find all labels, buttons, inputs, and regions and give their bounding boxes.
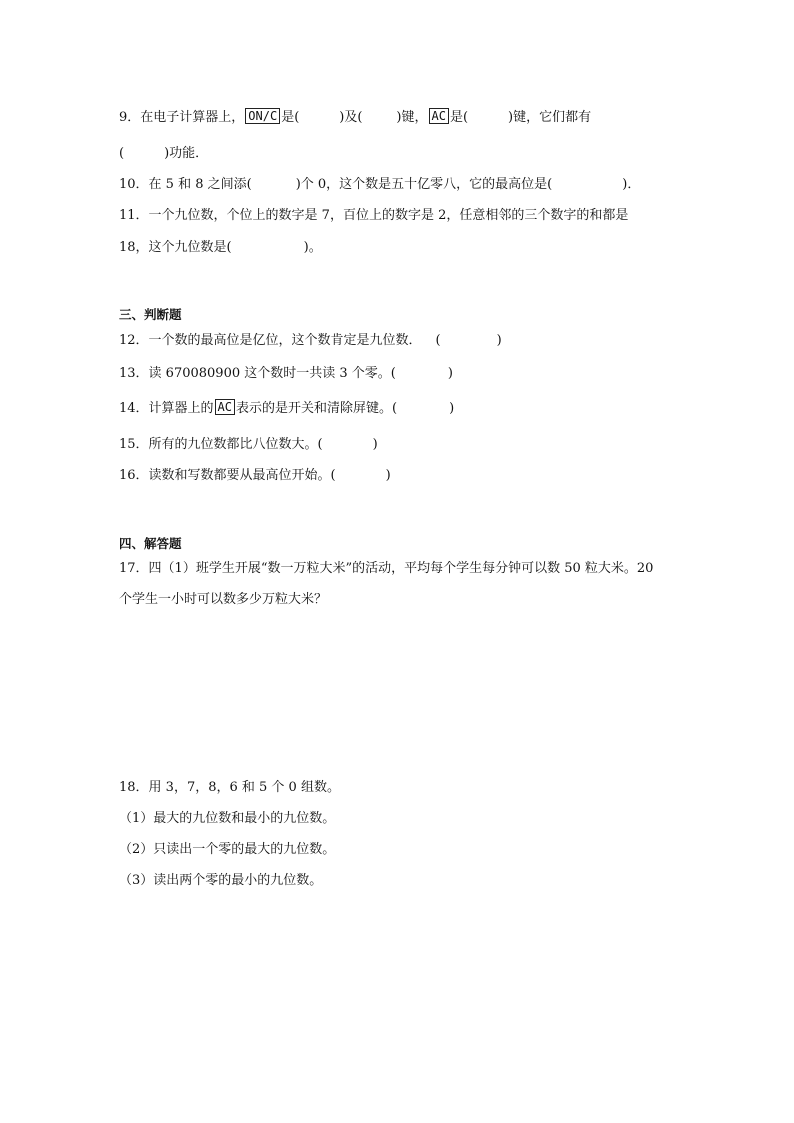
q10-text-2: )个 0，这个数是五十亿零八，它的最高位是( xyxy=(295,177,553,192)
q13-text: 13．读 670080900 这个数时一共读 3 个零。( xyxy=(119,366,396,381)
question-12 xyxy=(119,332,502,350)
q14-close-paren: ) xyxy=(449,401,455,416)
q17-text-2: 个学生一小时可以数多少万粒大米？ xyxy=(119,592,328,607)
question-13 xyxy=(119,365,453,383)
q10-text-3: )． xyxy=(622,177,641,192)
ac-key-box: AC xyxy=(429,108,449,124)
question-18 xyxy=(119,779,340,797)
question-14 xyxy=(119,399,454,418)
q14-text-1: 14．计算器上的 xyxy=(119,401,214,416)
q11-text-3: )。 xyxy=(303,240,322,255)
ac-key-box: AC xyxy=(215,399,235,415)
q12-close-paren: ) xyxy=(496,333,502,348)
question-16 xyxy=(119,467,391,485)
q9-text-5: 是( xyxy=(449,110,469,125)
q9-text-4: )键， xyxy=(396,110,428,125)
question-17-line-2 xyxy=(119,591,327,609)
question-9-line-2 xyxy=(119,145,208,163)
q11-text-1: 11．一个九位数，个位上的数字是 7，百位上的数字是 2，任意相邻的三个数字的和都是 xyxy=(119,208,629,223)
q18-sub-2-text: （2）只读出一个零的最大的九位数。 xyxy=(119,842,336,857)
q15-text: 15．所有的九位数都比八位数大。( xyxy=(119,437,323,452)
q9-text-3: )及( xyxy=(339,110,363,125)
q9-text-8: )功能． xyxy=(164,146,209,161)
question-18-sub-3 xyxy=(119,872,322,890)
q18-sub-3-text: （3）读出两个零的最小的九位数。 xyxy=(119,873,323,888)
q9-text-6: )键，它们都有 xyxy=(508,110,592,125)
question-11-line-2 xyxy=(119,239,322,257)
q12-text: 12．一个数的最高位是亿位，这个数肯定是九位数． xyxy=(119,333,422,348)
q18-text: 18．用 3，7，8，6 和 5 个 0 组数。 xyxy=(119,780,340,795)
q17-text-1: 17．四（1）班学生开展“数一万粒大米”的活动，平均每个学生每分钟可以数 50 粒大米。20 xyxy=(119,561,654,576)
q16-text: 16．读数和写数都要从最高位开始。( xyxy=(119,468,336,483)
q13-close-paren: ) xyxy=(447,366,453,381)
q9-text-2: 是( xyxy=(281,110,300,125)
q15-close-paren: ) xyxy=(372,437,378,452)
q9-text-7: ( xyxy=(119,146,125,161)
question-18-sub-1 xyxy=(119,810,335,828)
question-15 xyxy=(119,436,378,454)
question-10 xyxy=(119,176,640,194)
question-9-line-1 xyxy=(119,108,591,127)
section-heading-answer: 四、解答题 xyxy=(119,536,182,551)
q9-text-1: 9．在电子计算器上， xyxy=(119,110,245,125)
question-17-line-1 xyxy=(119,560,653,578)
q16-close-paren: ) xyxy=(385,468,391,483)
question-11-line-1 xyxy=(119,207,628,225)
q10-text-1: 10．在 5 和 8 之间添( xyxy=(119,177,252,192)
q11-text-2: 18，这个九位数是( xyxy=(119,240,232,255)
on-c-key-box: ON/C xyxy=(245,108,280,124)
question-18-sub-2 xyxy=(119,841,335,859)
q12-open-paren: ( xyxy=(435,333,441,348)
q14-text-2: 表示的是开关和清除屏键。( xyxy=(236,401,398,416)
q18-sub-1-text: （1）最大的九位数和最小的九位数。 xyxy=(119,811,336,826)
section-heading-judgment: 三、判断题 xyxy=(119,307,182,322)
